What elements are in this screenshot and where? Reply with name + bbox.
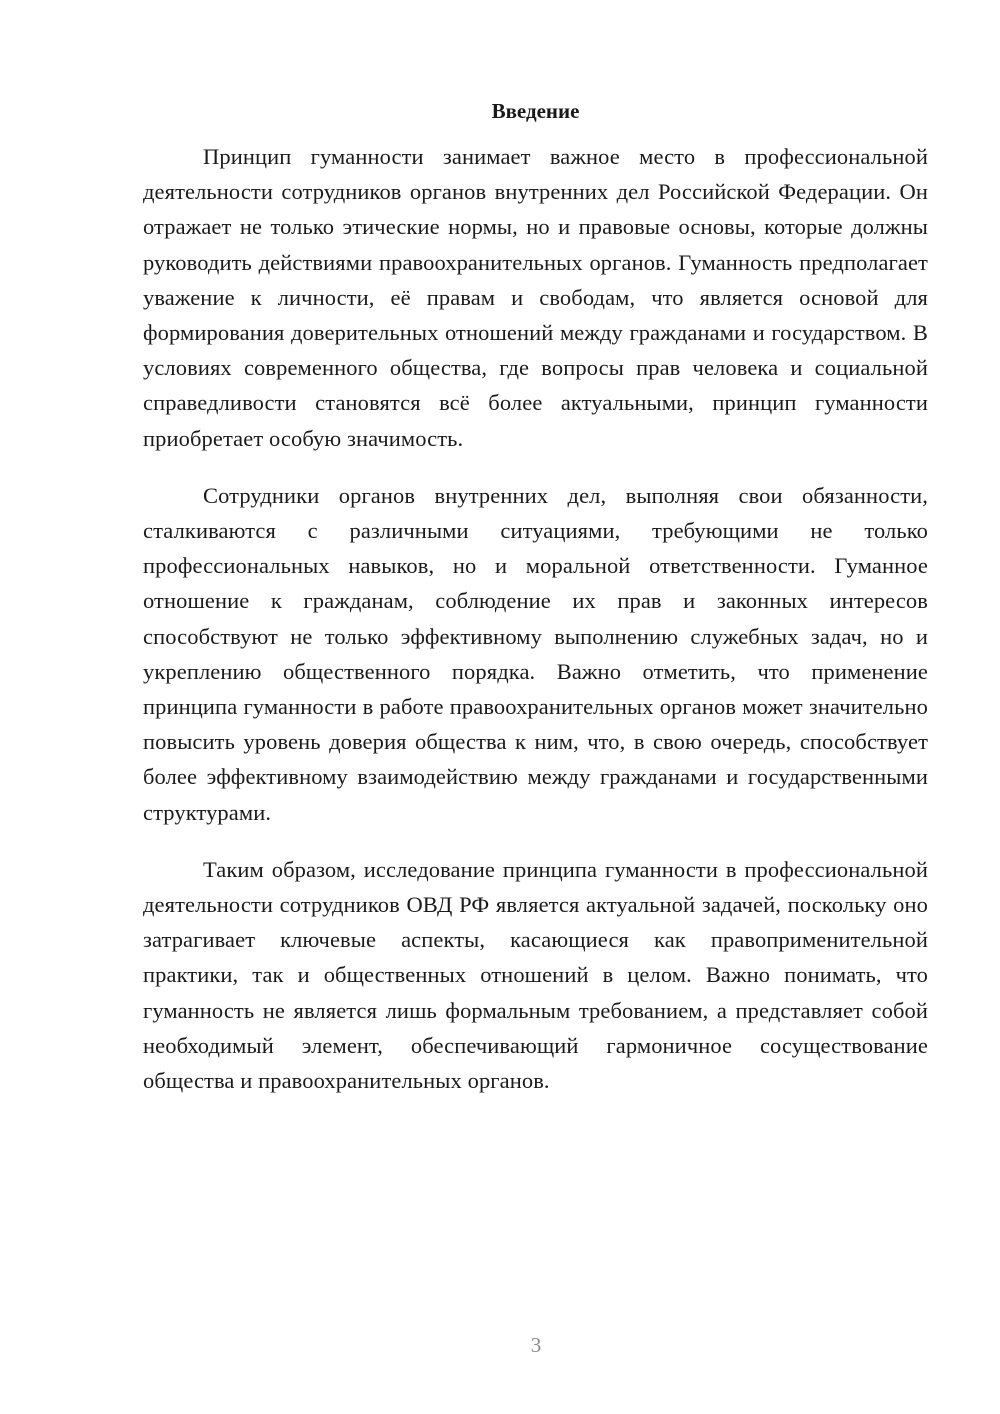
page-number: 3 [530, 1333, 542, 1357]
page-content [143, 96, 928, 1120]
paragraph-3: Таким образом, исследование принципа гуманности в профессиональной деятельности сотрудников ОВД РФ является актуальной задачей, поскольку оно затрагивает ключевые аспекты, касающиеся как правоприменительной практики, так и общественных отношений в целом. Важно понимать, что гуманность не является лишь формальным требованием, а представляет собой необходимый элемент, обеспечивающий гармоничное сосуществование общества и правоохранительных органов. [143, 856, 928, 1094]
section-heading: Введение [491, 99, 580, 123]
paragraph-1: Принцип гуманности занимает важное место в профессиональной деятельности сотрудников органов внутренних дел Российской Федерации. Он отражает не только этические нормы, но и правовые основы, которые должны руководить действиями правоохранительных органов. Гуманность предполагает уважение к личности, её правам и свободам, что является основой для формирования доверительных отношений между гражданами и государством. В условиях современного общества, где вопросы прав человека и социальной справедливости становятся всё более актуальными, принцип гуманности приобретает особую значимость. [143, 144, 928, 451]
paragraph-2: Сотрудники органов внутренних дел, выполняя свои обязанности, сталкиваются с различными ситуациями, требующими не только профессиональных навыков, но и моральной ответственности. Гуманное отношение к гражданам, соблюдение их прав и законных интересов способствуют не только эффективному выполнению служебных задач, но и укреплению общественного порядка. Важно отметить, что применение принципа гуманности в работе правоохранительных органов может значительно повысить уровень доверия общества к ним, что, в свою очередь, способствует более эффективному взаимодействию между гражданами и государственными структурами. [143, 482, 928, 825]
